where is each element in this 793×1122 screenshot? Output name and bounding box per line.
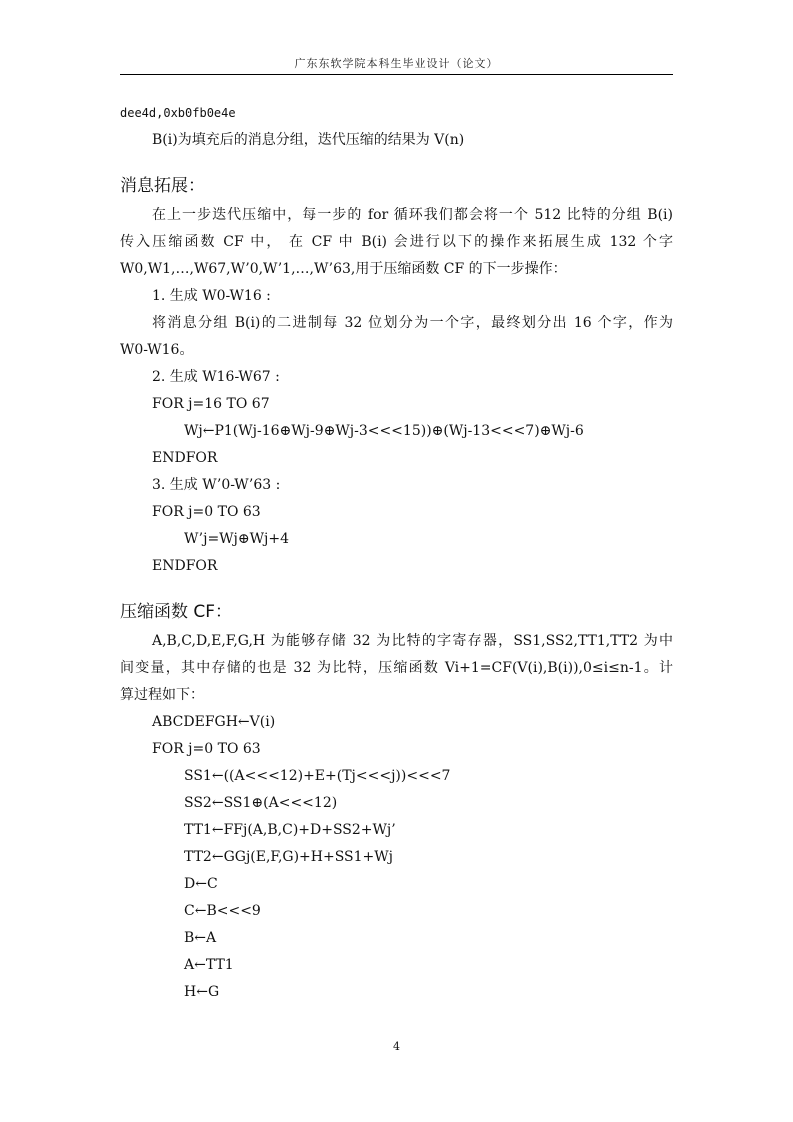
paragraph-line: B(i)为填充后的消息分组，迭代压缩的结果为 V(n) (152, 132, 465, 148)
page-number: 4 (393, 1040, 400, 1053)
step-heading: 2. 生成 W16-W67 : (152, 369, 280, 385)
code-line: FOR j=0 TO 63 (152, 741, 261, 757)
paragraph-line: W0-W16。 (120, 342, 194, 358)
paragraph-line: 将消息分组 B(i)的二进制每 32 位划分为一个字，最终划分出 16 个字，作为 (152, 315, 673, 331)
paragraph-line: 传入压缩函数 CF 中， 在 CF 中 B(i) 会进行以下的操作来拓展生成 132 个字 (120, 234, 673, 250)
code-line: FOR j=16 TO 67 (152, 396, 270, 412)
page-body (120, 100, 673, 1006)
code-line: D←C (184, 876, 218, 892)
section-heading-compression-function: 压缩函数 CF： (120, 602, 233, 622)
spacer (120, 580, 673, 596)
code-line: ABCDEFGH←V(i) (152, 714, 276, 730)
code-line: SS2←SS1⊕(A<<<12) (184, 795, 338, 811)
paragraph-line: A,B,C,D,E,F,G,H 为能够存储 32 为比特的字寄存器，SS1,SS2,TT1,TT2 为中 (152, 633, 673, 649)
code-line: ENDFOR (152, 558, 218, 574)
step-heading: 3. 生成 W’0-W’63 : (152, 477, 281, 493)
paragraph-line: 在上一步迭代压缩中，每一步的 for 循环我们都会将一个 512 比特的分组 B(i) (152, 207, 673, 223)
code-line: C←B<<<9 (184, 903, 261, 919)
header-rule (120, 74, 673, 75)
code-line: Wj←P1(Wj-16⊕Wj-9⊕Wj-3<<<15))⊕(Wj-13<<<7)⊕Wj-6 (184, 423, 584, 439)
code-line: H←G (184, 984, 220, 1000)
code-line: ENDFOR (152, 450, 218, 466)
code-line: TT1←FFj(A,B,C)+D+SS2+Wj’ (184, 822, 396, 838)
step-heading: 1. 生成 W0-W16 : (152, 288, 271, 304)
paragraph-line: 算过程如下： (120, 687, 204, 703)
page-header: 广东东软学院本科生毕业设计（论文） (294, 57, 499, 70)
code-line: FOR j=0 TO 63 (152, 504, 261, 520)
paragraph-line: W0,W1,…,W67,W’0,W’1,…,W’63,用于压缩函数 CF 的下一步操作： (120, 261, 567, 277)
code-line: A←TT1 (184, 957, 234, 973)
code-line: W’j=Wj⊕Wj+4 (184, 531, 289, 547)
code-line: TT2←GGj(E,F,G)+H+SS1+Wj (184, 849, 394, 865)
code-line: SS1←((A<<<12)+E+(Tj<<<j))<<<7 (184, 768, 451, 784)
hex-continuation: dee4d,0xb0fb0e4e (120, 106, 236, 120)
spacer (120, 154, 673, 170)
code-line: B←A (184, 930, 217, 946)
paragraph-line: 间变量，其中存储的也是 32 为比特，压缩函数 Vi+1=CF(V(i),B(i)),0≤i≤n-1。计 (120, 660, 673, 676)
section-heading-message-expansion: 消息拓展： (120, 176, 205, 196)
